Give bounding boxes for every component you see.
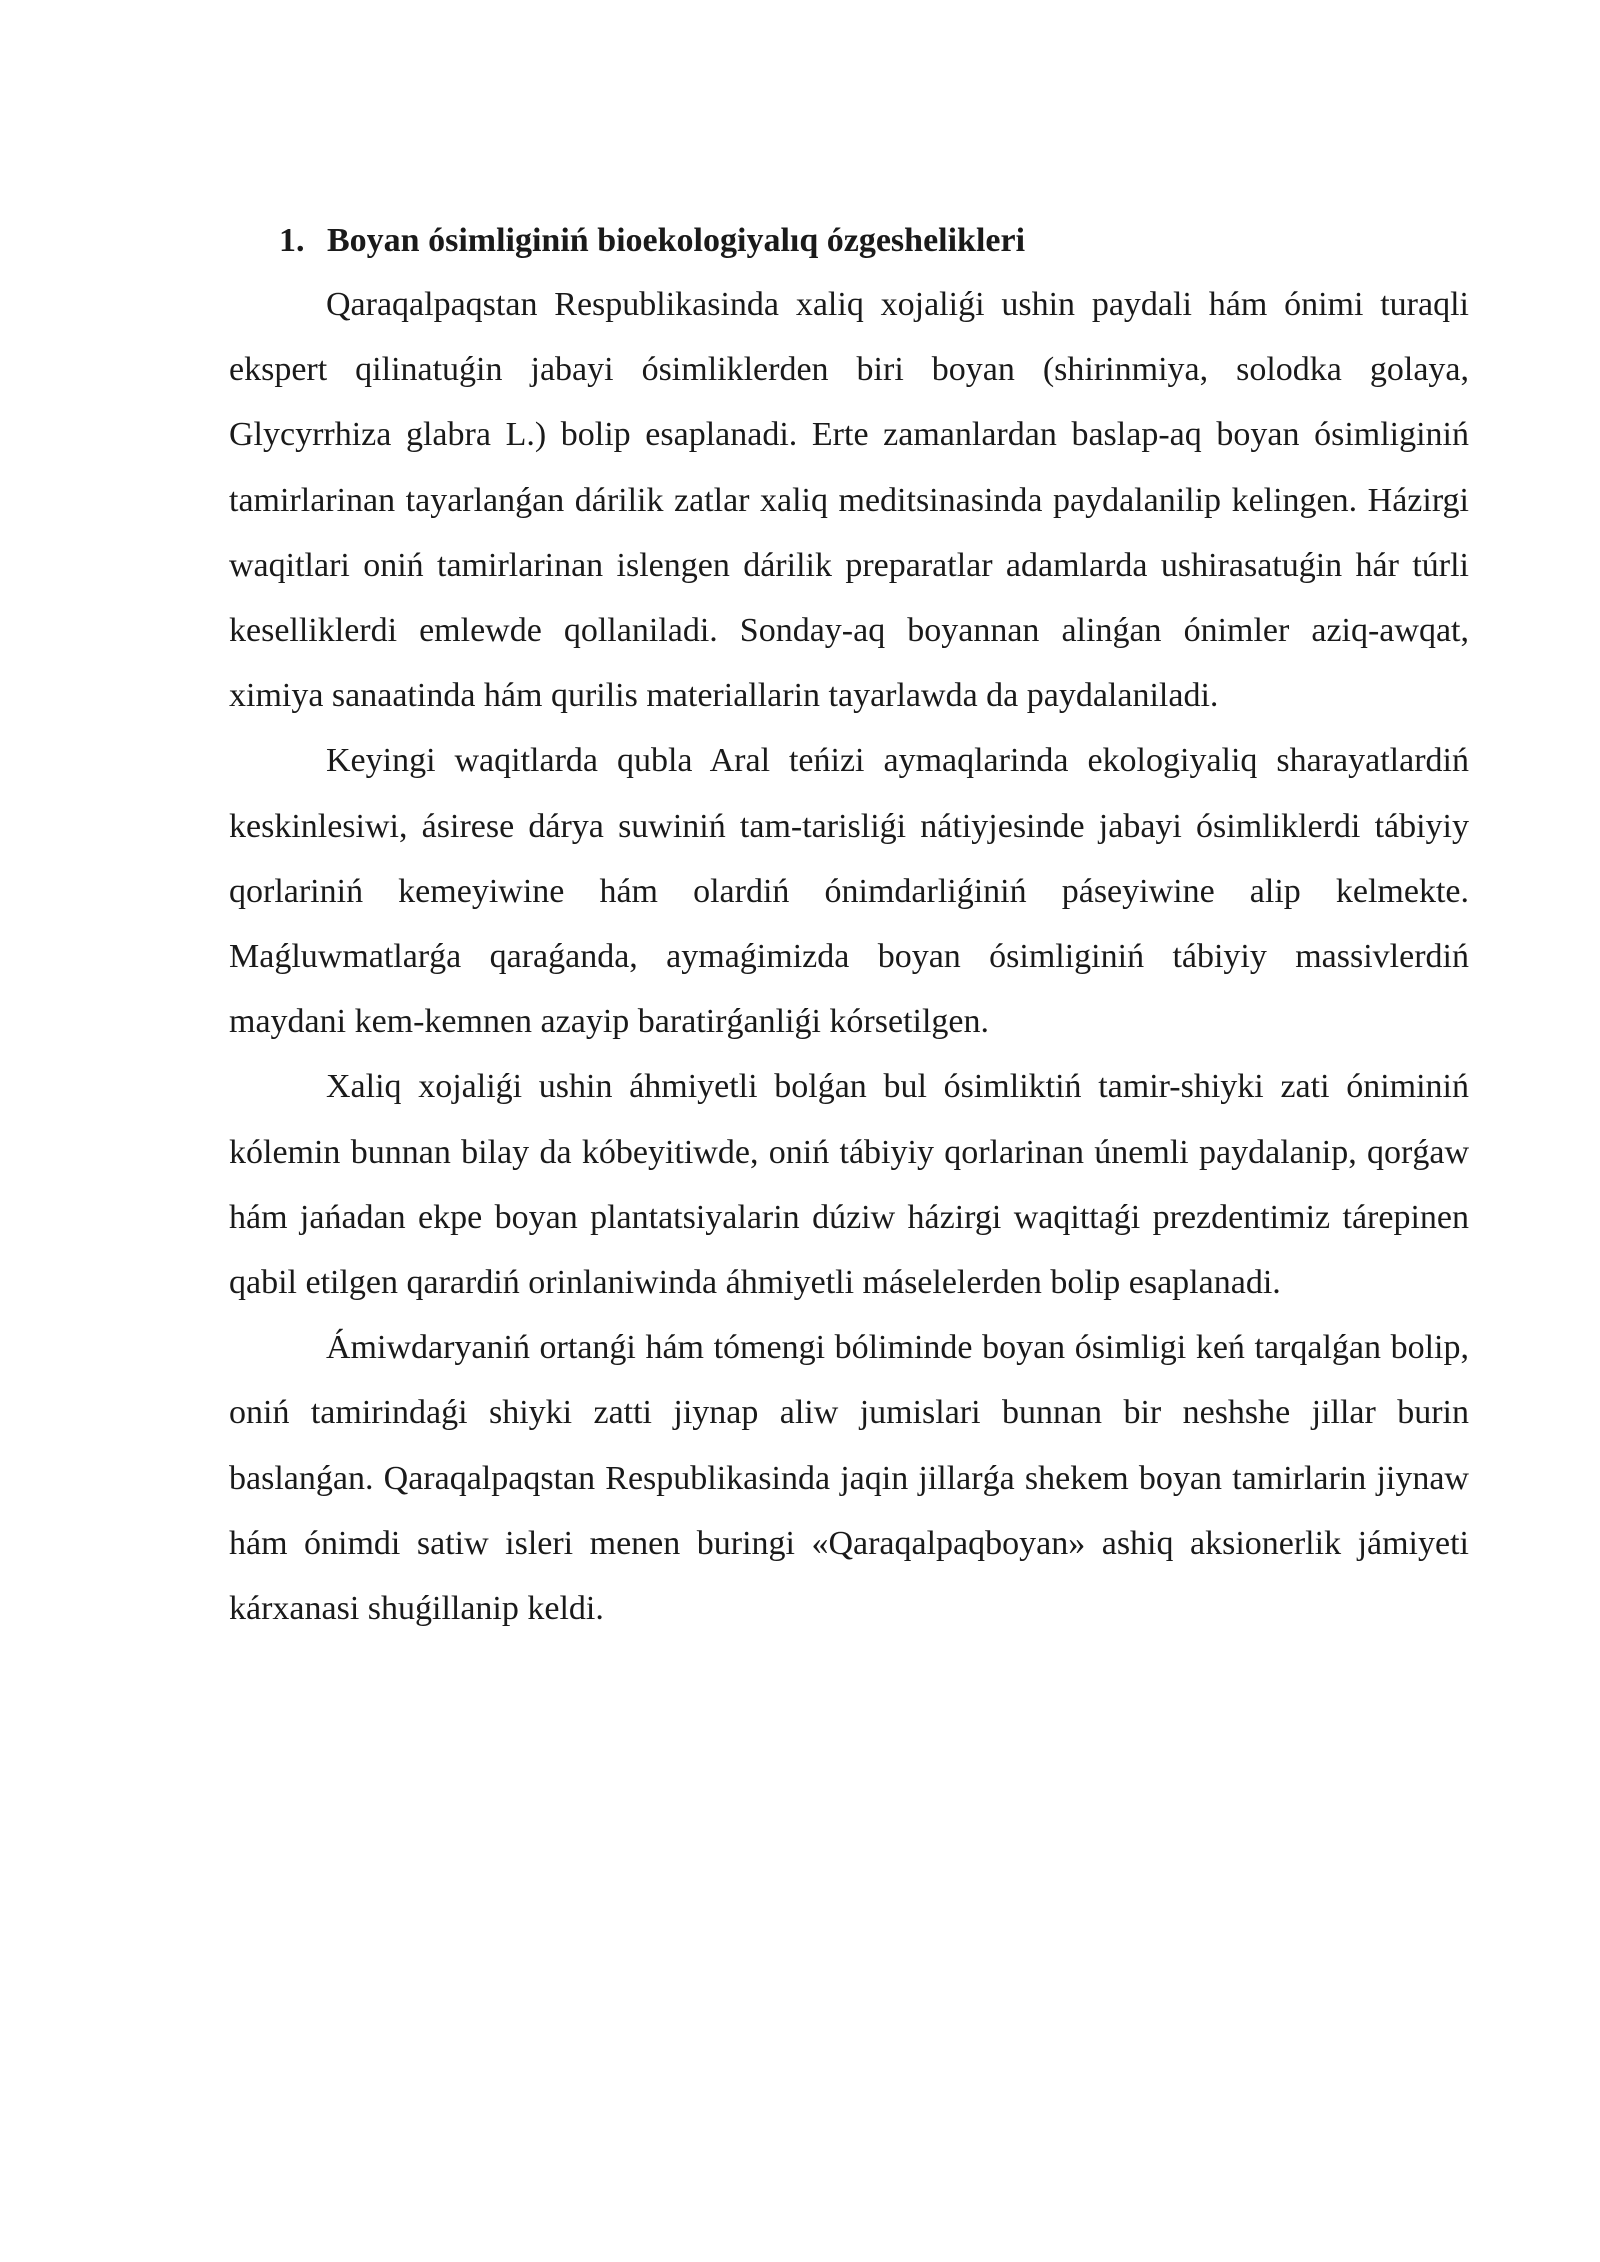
paragraph-3: Xaliq xojaliǵi ushin áhmiyetli bolǵan bul ósimliktiń tamir-shiyki zati óniminiń kólemin bunnan bilay da kóbeyitiwde, oniń tábiyiy qorlarinan únemli paydalanip, qorǵaw hám jańadan ekpe boyan plantatsiyalarin dúziw házirgi waqittaǵi prezdentimiz tárepinen qabil etilgen qarardiń orinlaniwinda áhmiyetli máselelerden bolip esaplanadi. [229,1068,1469,1302]
document-page [229,210,1469,1641]
section-number: 1. [279,222,305,259]
section-heading [229,210,1469,272]
section-title: Boyan ósimliginiń bioekologiyalıq ózgeshelikleri [327,222,1026,259]
paragraph-1: Qaraqalpaqstan Respublikasinda xaliq xojaliǵi ushin paydali hám ónimi turaqli ekspert qilinatuǵin jabayi ósimliklerden biri boyan (shirinmiya, solodka golaya, Glycyrrhiza glabra L.) bolip esaplanadi. Erte zamanlardan baslap-aq boyan ósimliginiń tamirlarinan tayarlanǵan dárilik zatlar xaliq meditsinasinda paydalanilip kelingen. Házirgi waqitlari oniń tamirlarinan islengen dárilik preparatlar adamlarda ushirasatuǵin hár túrli keselliklerdi emlewde qollaniladi. Sonday-aq boyannan alinǵan ónimler aziq-awqat, ximiya sanaatinda hám qurilis materiallarin tayarlawda da paydalaniladi. [229,286,1469,715]
paragraph-2: Keyingi waqitlarda qubla Aral teńizi aymaqlarinda ekologiyaliq sharayatlardiń keskinlesiwi, ásirese dárya suwiniń tam-tarisliǵi nátiyjesinde jabayi ósimliklerdi tábiyiy qorlariniń kemeyiwine hám olardiń ónimdarliǵiniń páseyiwine alip kelmekte. Maǵluwmatlarǵa qaraǵanda, aymaǵimizda boyan ósimliginiń tábiyiy massivlerdiń maydani kem-kemnen azayip baratirǵanliǵi kórsetilgen. [229,742,1469,1041]
paragraph-4: Ámiwdaryaniń ortanǵi hám tómengi bóliminde boyan ósimligi keń tarqalǵan bolip, oniń tamirindaǵi shiyki zatti jiynap aliw jumislari bunnan bir neshshe jillar burin baslanǵan. Qaraqalpaqstan Respublikasinda jaqin jillarǵa shekem boyan tamirlarin jiynaw hám ónimdi satiw isleri menen buringi «Qaraqalpaqboyan» ashiq aksionerlik jámiyeti kárxanasi shuǵillanip keldi. [229,1329,1469,1628]
